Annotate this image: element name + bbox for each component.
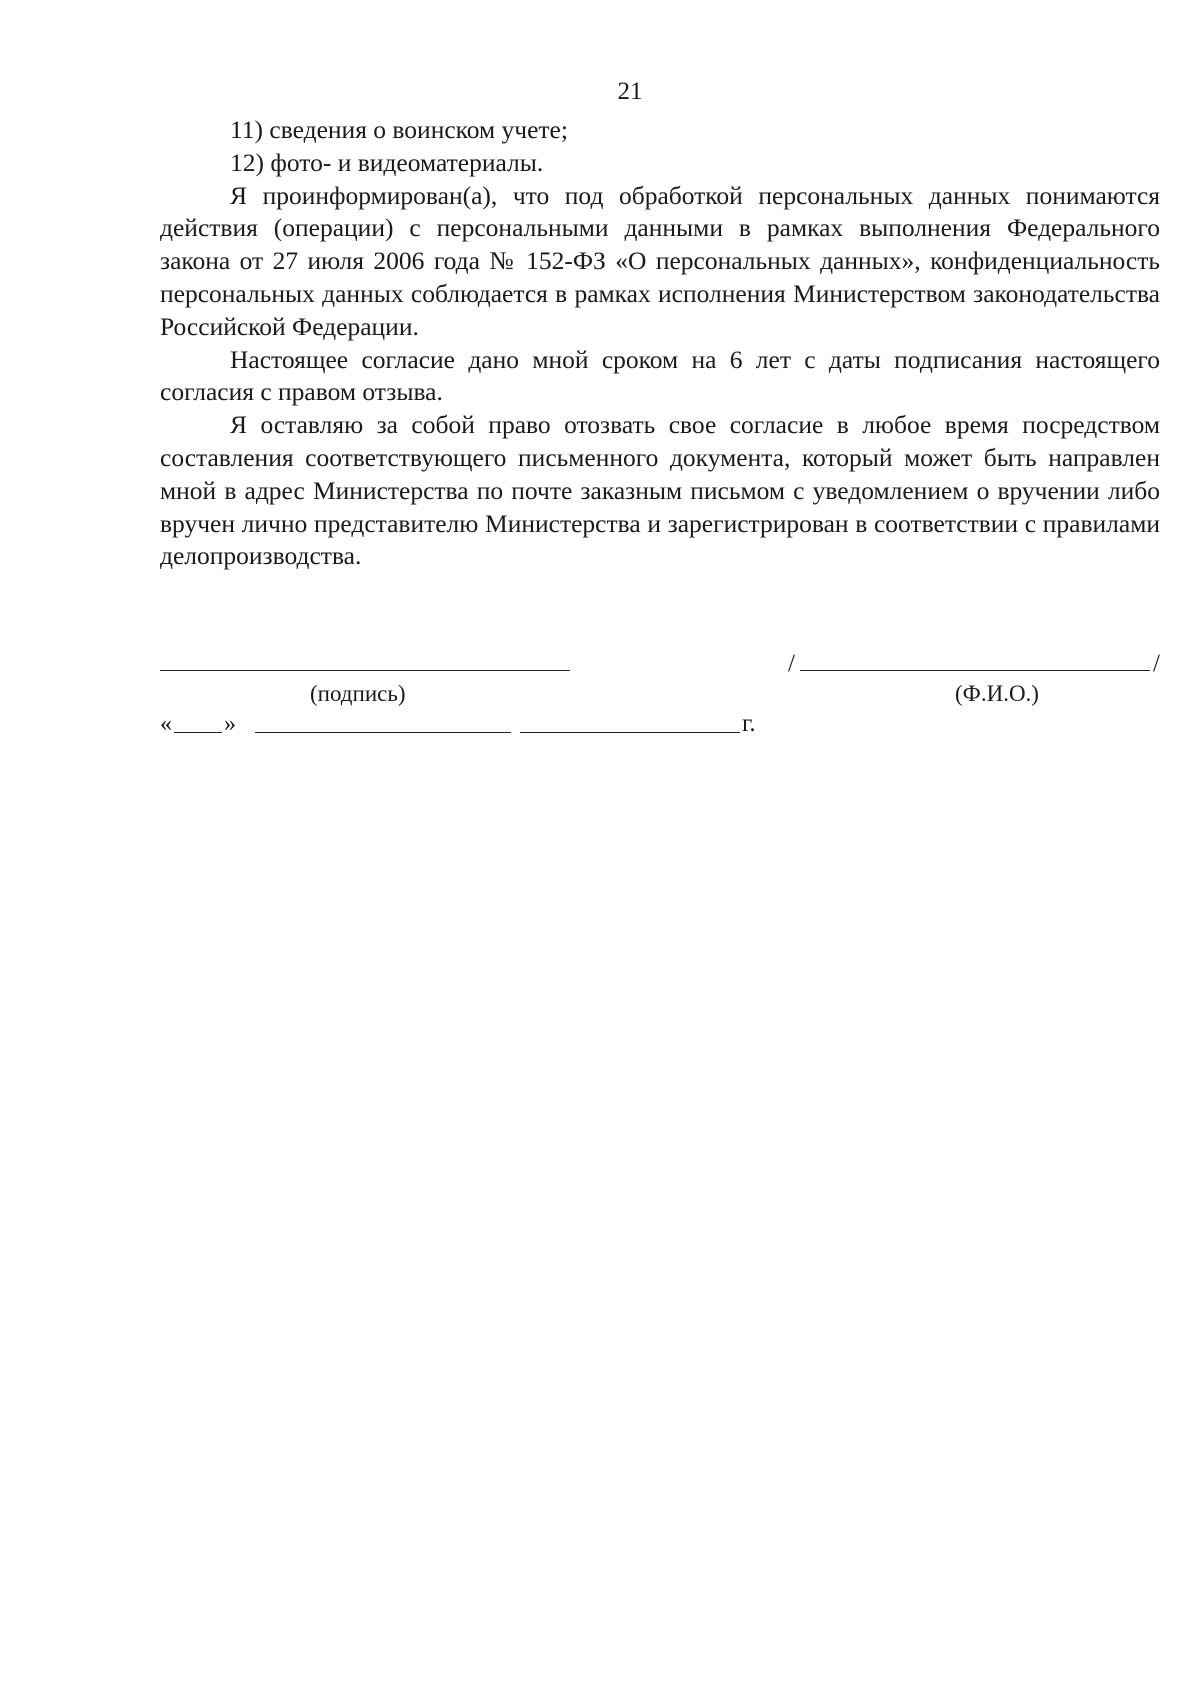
fio-field[interactable] <box>788 650 1160 680</box>
signature-line[interactable] <box>160 670 570 671</box>
month-line[interactable] <box>255 732 511 733</box>
list-item: 12) фото- и видеоматериалы. <box>230 147 544 177</box>
fio-slash-right: / <box>1153 650 1160 677</box>
year-line[interactable] <box>520 732 740 733</box>
date-close-quote: » <box>224 711 236 737</box>
day-line[interactable] <box>174 732 222 733</box>
page-number: 21 <box>617 78 643 105</box>
year-suffix: г. <box>742 710 756 737</box>
paragraph-revocation-right: Я оставляю за собой право отозвать свое согласие в любое время посредством составления соответствующего письменного документа, который может быть направлен мной в адрес Министерства по почте заказным письмом с уведомлением о вручении либо вручен лично представителю Министерства и зарегистрирован в соответствии с правилами делопроизводства. <box>160 410 1160 571</box>
date-open-quote: « <box>160 711 172 737</box>
paragraph-processing-definition: Я проинформирован(а), что под обработкой персональных данных понимаются действия (операции) с персональными данными в рамках выполнения Федерального закона от 27 июля 2006 года № 152-ФЗ «О персональных данных», конфиденциальность персональных данных соблюдается в рамках исполнения Министерством законодательства Российской Федерации. <box>160 180 1160 341</box>
document-body <box>160 114 1160 573</box>
signature-block <box>160 640 1160 760</box>
fio-caption: (Ф.И.О.) <box>955 681 1039 706</box>
fio-line <box>800 670 1150 671</box>
fio-slash-left: / <box>788 650 795 677</box>
list-item: 11) сведения о воинском учете; <box>230 115 568 144</box>
paragraph-consent-term: Настоящее согласие дано мной сроком на 6 лет с даты подписания настоящего согласия с правом отзыва. <box>160 344 1160 407</box>
signature-caption: (подпись) <box>310 681 406 706</box>
date-field <box>160 710 860 740</box>
